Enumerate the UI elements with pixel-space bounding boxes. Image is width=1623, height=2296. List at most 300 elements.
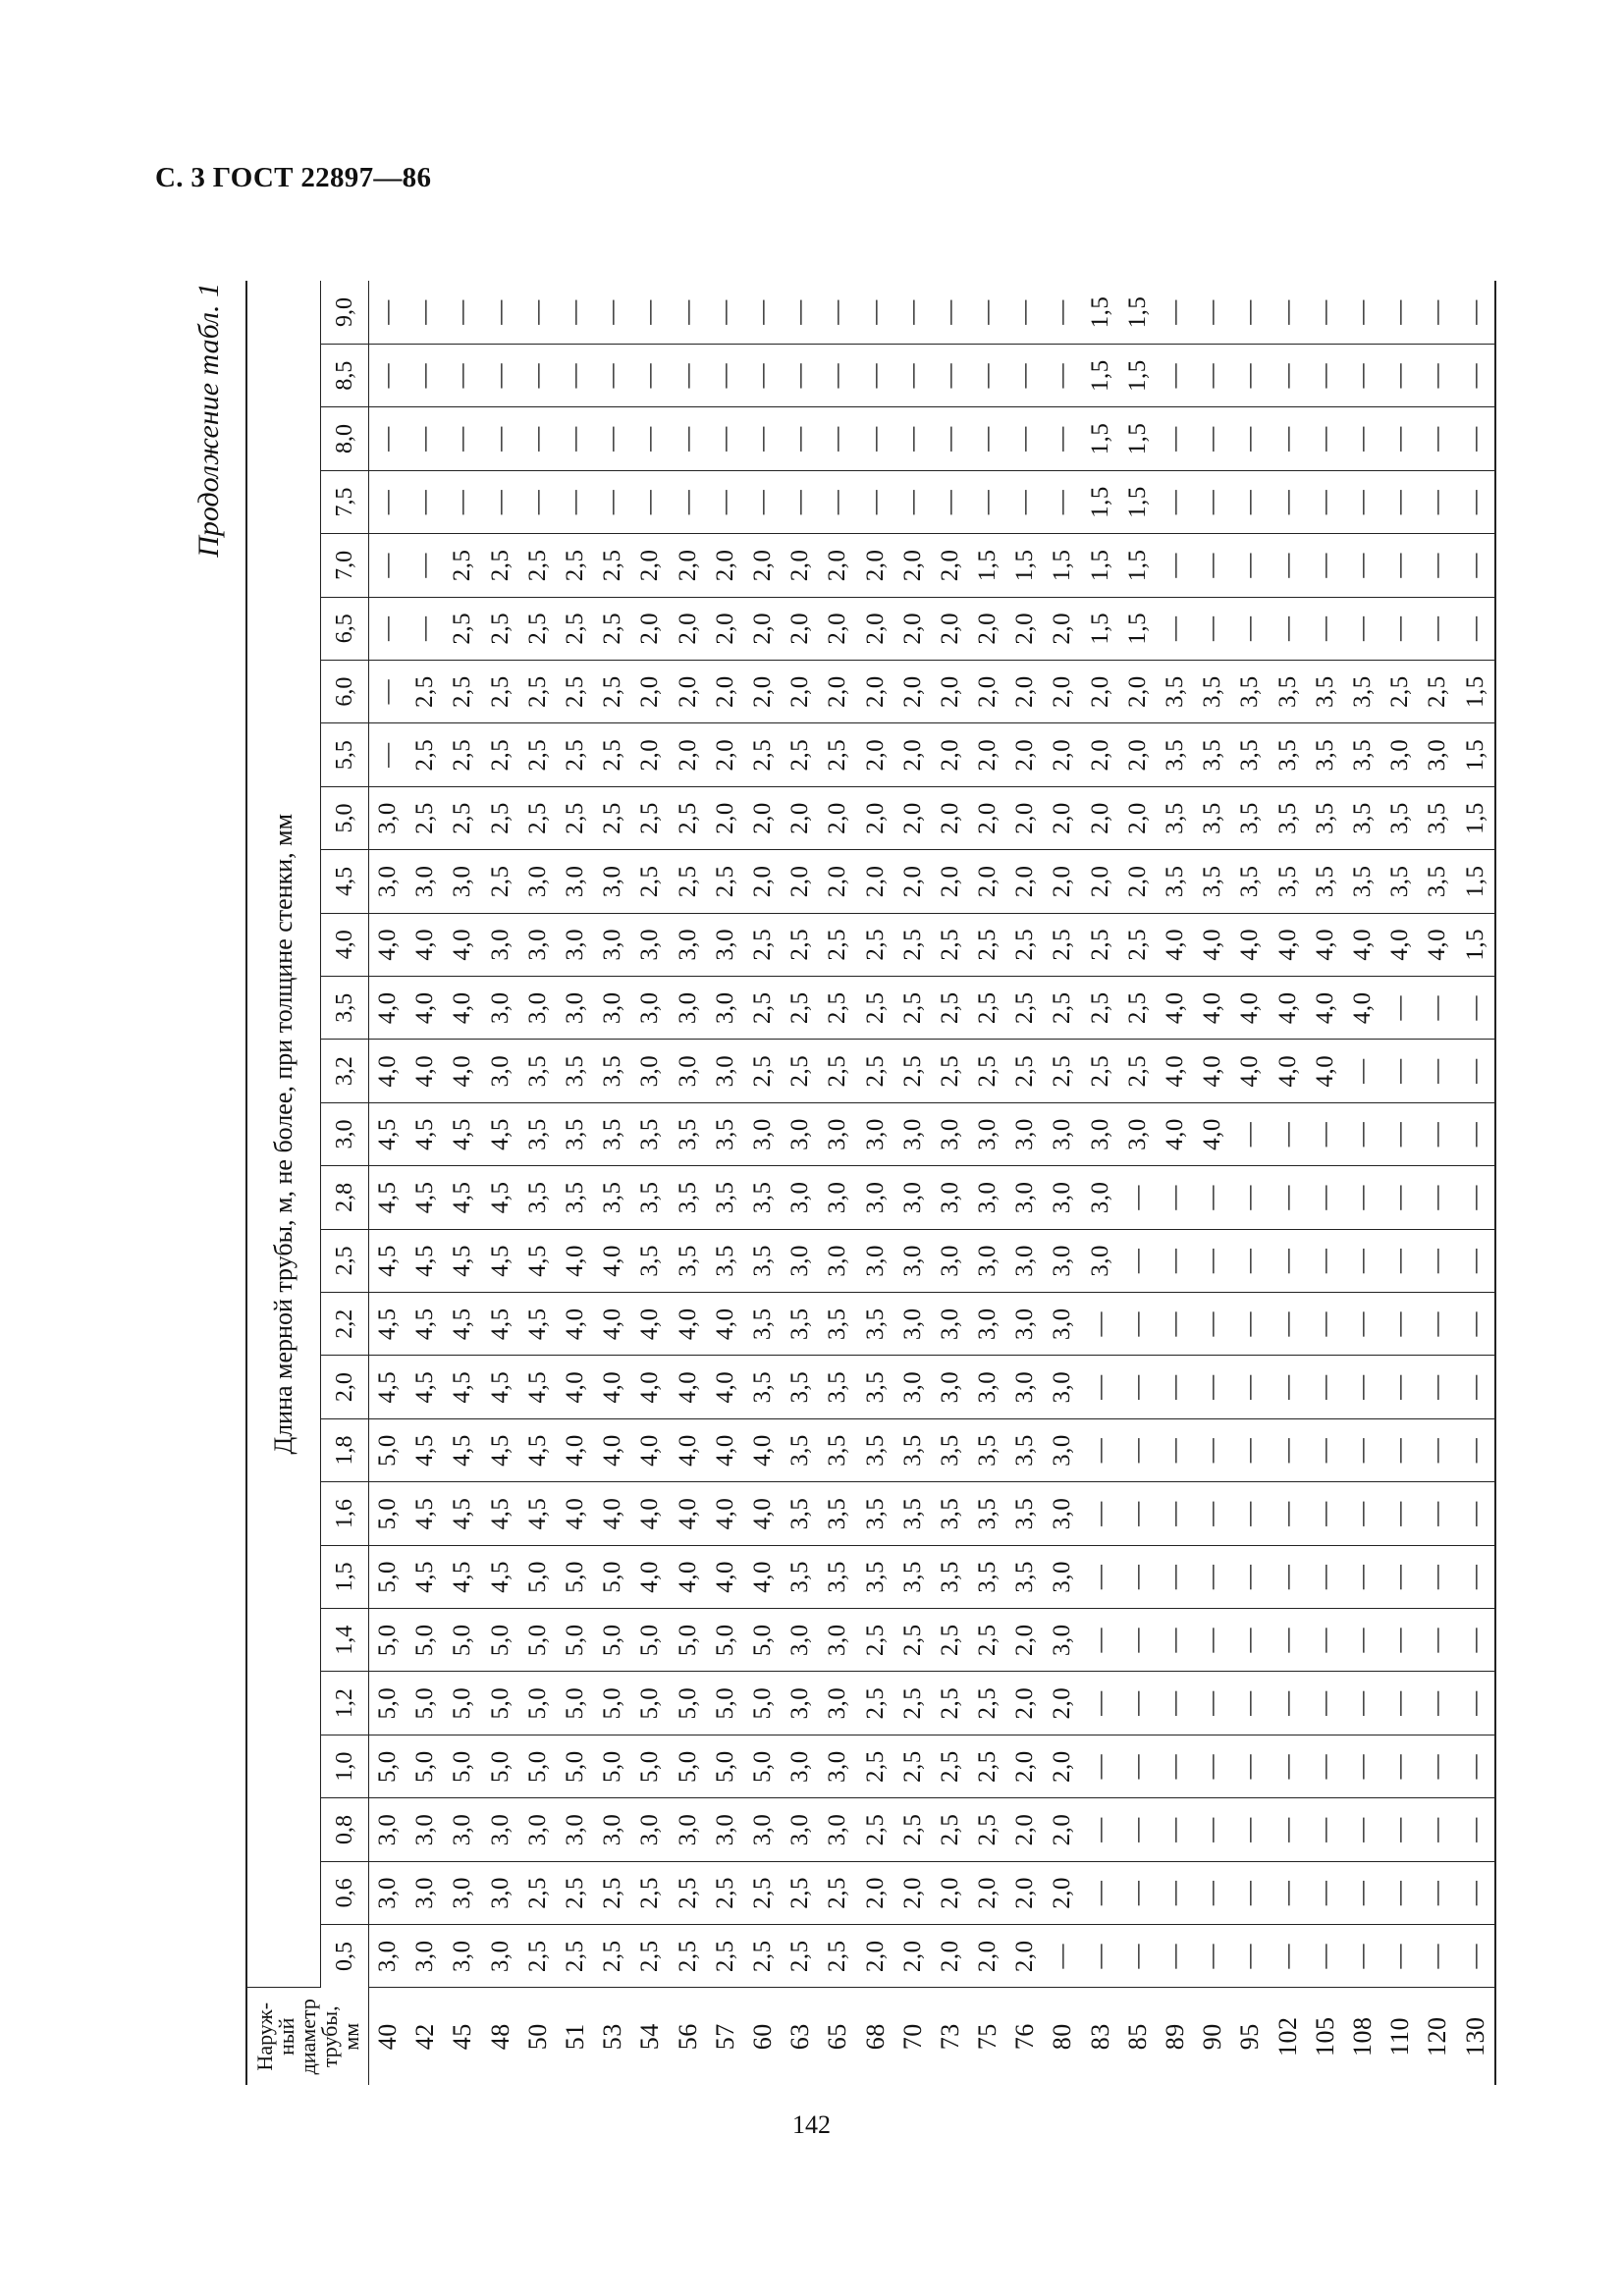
- length-cell: —: [1082, 1418, 1119, 1481]
- length-cell: —: [1307, 470, 1344, 533]
- length-cell: 5,0: [369, 1418, 407, 1481]
- length-cell: 3,5: [1344, 850, 1381, 913]
- length-cell: 2,5: [707, 1925, 744, 1988]
- length-cell: —: [1456, 1482, 1494, 1545]
- length-cell: 4,5: [482, 1293, 519, 1356]
- length-cell: 2,0: [631, 723, 669, 786]
- length-cell: —: [1044, 281, 1081, 344]
- length-cell: 3,0: [482, 1861, 519, 1924]
- length-cell: 5,0: [482, 1672, 519, 1735]
- length-cell: 5,0: [631, 1735, 669, 1797]
- length-cell: 2,5: [932, 977, 969, 1040]
- length-cell: 3,0: [707, 1798, 744, 1861]
- length-cell: —: [1307, 407, 1344, 470]
- length-cell: 2,0: [932, 786, 969, 849]
- table-row: [1344, 281, 1381, 2085]
- length-cell: —: [1194, 1482, 1231, 1545]
- length-cell: —: [1419, 344, 1456, 406]
- length-cell: 2,0: [707, 597, 744, 660]
- length-cell: —: [1419, 1356, 1456, 1418]
- length-cell: —: [894, 407, 932, 470]
- thickness-header: 8,0: [321, 407, 369, 470]
- length-cell: 4,0: [1194, 1102, 1231, 1165]
- length-cell: —: [1270, 1482, 1307, 1545]
- length-cell: 4,0: [369, 913, 407, 976]
- length-cell: 2,5: [406, 660, 444, 722]
- length-cell: 4,5: [519, 1482, 557, 1545]
- length-cell: —: [1082, 1293, 1119, 1356]
- length-cell: 2,0: [1006, 1609, 1044, 1672]
- length-cell: 3,0: [819, 1166, 856, 1229]
- length-cell: 3,0: [557, 913, 594, 976]
- length-cell: 5,0: [557, 1609, 594, 1672]
- length-cell: 5,0: [406, 1735, 444, 1797]
- length-cell: —: [1157, 1356, 1194, 1418]
- length-cell: —: [1381, 1102, 1419, 1165]
- length-cell: 2,5: [1006, 977, 1044, 1040]
- length-cell: —: [1456, 1418, 1494, 1481]
- length-cell: 4,0: [707, 1545, 744, 1608]
- length-cell: 3,5: [519, 1166, 557, 1229]
- length-cell: —: [1344, 1861, 1381, 1924]
- length-cell: 2,5: [932, 1672, 969, 1735]
- length-cell: 3,5: [744, 1166, 782, 1229]
- length-cell: 4,5: [406, 1482, 444, 1545]
- length-cell: —: [1082, 1925, 1119, 1988]
- length-cell: 3,5: [819, 1418, 856, 1481]
- length-cell: 2,0: [856, 597, 893, 660]
- thickness-header: 5,0: [321, 786, 369, 849]
- length-cell: 3,5: [856, 1356, 893, 1418]
- length-cell: —: [1381, 1356, 1419, 1418]
- length-cell: —: [1270, 1229, 1307, 1292]
- length-cell: —: [1270, 1545, 1307, 1608]
- length-cell: —: [594, 407, 631, 470]
- length-cell: 2,5: [670, 850, 707, 913]
- length-cell: 1,5: [969, 534, 1006, 597]
- length-cell: 5,0: [707, 1735, 744, 1797]
- length-cell: 5,0: [519, 1672, 557, 1735]
- length-cell: 3,0: [519, 850, 557, 913]
- length-cell: —: [1307, 1356, 1344, 1418]
- outer-diameter-cell: 76: [1010, 2023, 1040, 2051]
- length-cell: 5,0: [444, 1609, 481, 1672]
- length-cell: 3,0: [369, 1925, 407, 1988]
- length-cell: —: [1119, 1672, 1157, 1735]
- outer-diameter-cell: 73: [935, 2023, 964, 2051]
- length-cell: 3,5: [670, 1229, 707, 1292]
- length-cell: —: [557, 344, 594, 406]
- length-cell: —: [482, 281, 519, 344]
- length-cell: 2,0: [631, 597, 669, 660]
- length-cell: —: [969, 344, 1006, 406]
- thickness-header: 6,5: [321, 597, 369, 660]
- length-cell: 5,0: [519, 1609, 557, 1672]
- length-cell: 2,0: [744, 786, 782, 849]
- thickness-header: 3,0: [321, 1102, 369, 1165]
- length-cell: 1,5: [1119, 344, 1157, 406]
- length-cell: 2,5: [557, 660, 594, 722]
- table-row: [707, 281, 744, 2085]
- length-cell: 2,5: [707, 1861, 744, 1924]
- length-cell: —: [1231, 1356, 1269, 1418]
- length-cell: 2,5: [482, 534, 519, 597]
- length-cell: 2,5: [670, 786, 707, 849]
- length-cell: 3,0: [406, 1861, 444, 1924]
- length-cell: 2,5: [444, 660, 481, 722]
- length-cell: 4,5: [406, 1545, 444, 1608]
- length-cell: 2,0: [932, 1861, 969, 1924]
- length-cell: 3,0: [482, 1040, 519, 1102]
- length-cell: 2,5: [782, 1925, 819, 1988]
- length-cell: 4,5: [369, 1166, 407, 1229]
- length-cell: 2,0: [707, 723, 744, 786]
- outer-diameter-cell: 102: [1272, 2016, 1302, 2056]
- length-cell: 4,0: [444, 1040, 481, 1102]
- length-cell: 3,0: [782, 1229, 819, 1292]
- length-cell: 2,0: [1082, 660, 1119, 722]
- length-cell: —: [1044, 344, 1081, 406]
- length-cell: —: [1307, 1735, 1344, 1797]
- length-cell: 2,0: [969, 660, 1006, 722]
- length-cell: 5,0: [406, 1672, 444, 1735]
- length-cell: —: [1456, 407, 1494, 470]
- length-cell: 2,0: [894, 597, 932, 660]
- length-cell: 3,5: [519, 1102, 557, 1165]
- length-cell: —: [707, 344, 744, 406]
- outer-diameter-cell: 40: [373, 2023, 403, 2051]
- length-cell: —: [1344, 1925, 1381, 1988]
- length-cell: —: [444, 344, 481, 406]
- thickness-header: 7,0: [321, 534, 369, 597]
- length-cell: 4,0: [594, 1482, 631, 1545]
- length-cell: 3,5: [782, 1545, 819, 1608]
- length-cell: —: [1082, 1798, 1119, 1861]
- length-cell: 3,0: [1044, 1102, 1081, 1165]
- length-cell: 2,5: [1119, 1040, 1157, 1102]
- length-cell: —: [1381, 1040, 1419, 1102]
- length-cell: 2,0: [1082, 723, 1119, 786]
- length-cell: 3,5: [894, 1418, 932, 1481]
- length-cell: 4,0: [1270, 1040, 1307, 1102]
- length-cell: —: [1231, 1735, 1269, 1797]
- table-row: [1231, 281, 1269, 2085]
- length-cell: —: [1456, 281, 1494, 344]
- length-cell: 2,0: [1082, 850, 1119, 913]
- length-cell: 4,0: [631, 1482, 669, 1545]
- length-cell: —: [1419, 1925, 1456, 1988]
- length-cell: —: [894, 344, 932, 406]
- length-cell: 4,0: [594, 1418, 631, 1481]
- length-cell: 2,0: [932, 1925, 969, 1988]
- length-cell: —: [1344, 1166, 1381, 1229]
- length-cell: —: [1194, 1735, 1231, 1797]
- length-cell: —: [1231, 281, 1269, 344]
- length-cell: —: [969, 281, 1006, 344]
- length-cell: 3,5: [856, 1418, 893, 1481]
- outer-diameter-cell: 65: [823, 2023, 852, 2051]
- length-cell: 4,5: [369, 1102, 407, 1165]
- outer-diameter-cell: 45: [448, 2023, 477, 2051]
- length-cell: 3,5: [670, 1166, 707, 1229]
- length-cell: 3,5: [594, 1102, 631, 1165]
- length-cell: 2,0: [932, 534, 969, 597]
- length-cell: 2,5: [594, 660, 631, 722]
- length-cell: —: [1044, 470, 1081, 533]
- length-cell: 3,0: [444, 850, 481, 913]
- length-cell: 2,5: [406, 786, 444, 849]
- length-cell: —: [1307, 1609, 1344, 1672]
- length-cell: 3,5: [856, 1293, 893, 1356]
- length-cell: 3,0: [482, 1798, 519, 1861]
- length-cell: —: [1381, 1229, 1419, 1292]
- length-cell: —: [1270, 597, 1307, 660]
- length-cell: —: [1119, 1482, 1157, 1545]
- length-cell: 3,0: [1044, 1293, 1081, 1356]
- length-cell: —: [1082, 1735, 1119, 1797]
- length-cell: —: [1270, 1861, 1307, 1924]
- length-cell: —: [1270, 1166, 1307, 1229]
- length-cell: 2,5: [932, 913, 969, 976]
- outer-diameter-cell: 51: [561, 2023, 590, 2051]
- length-cell: 4,5: [519, 1293, 557, 1356]
- length-cell: 4,0: [631, 1293, 669, 1356]
- length-cell: 2,5: [1419, 660, 1456, 722]
- length-cell: —: [969, 470, 1006, 533]
- length-cell: 2,0: [744, 660, 782, 722]
- length-cell: 3,0: [594, 913, 631, 976]
- length-cell: 2,5: [1044, 977, 1081, 1040]
- length-cell: —: [782, 281, 819, 344]
- length-cell: 2,0: [707, 534, 744, 597]
- length-cell: —: [1194, 1229, 1231, 1292]
- length-cell: 2,5: [969, 977, 1006, 1040]
- length-cell: —: [406, 344, 444, 406]
- length-cell: 3,5: [894, 1482, 932, 1545]
- length-cell: —: [1194, 1545, 1231, 1608]
- length-cell: 2,5: [782, 977, 819, 1040]
- length-cell: —: [1231, 597, 1269, 660]
- length-cell: —: [1307, 1418, 1344, 1481]
- length-cell: 2,5: [557, 597, 594, 660]
- length-cell: 2,5: [482, 660, 519, 722]
- length-cell: —: [969, 407, 1006, 470]
- table-row: [1194, 281, 1231, 2085]
- length-cell: —: [1307, 1798, 1344, 1861]
- length-cell: 2,0: [670, 660, 707, 722]
- length-cell: —: [1194, 1798, 1231, 1861]
- length-cell: 2,0: [894, 1861, 932, 1924]
- length-cell: —: [1307, 281, 1344, 344]
- length-cell: 1,5: [1082, 534, 1119, 597]
- length-cell: —: [1307, 1166, 1344, 1229]
- length-cell: 3,0: [1419, 723, 1456, 786]
- length-cell: 2,0: [894, 1925, 932, 1988]
- length-cell: 3,0: [782, 1672, 819, 1735]
- thickness-header: 3,5: [321, 977, 369, 1040]
- length-cell: 5,0: [369, 1735, 407, 1797]
- length-cell: —: [1231, 1925, 1269, 1988]
- length-cell: —: [1231, 407, 1269, 470]
- length-cell: 4,0: [631, 1545, 669, 1608]
- length-cell: 4,0: [557, 1356, 594, 1418]
- length-cell: 5,0: [744, 1609, 782, 1672]
- length-cell: 2,5: [594, 1925, 631, 1988]
- length-cell: 3,0: [894, 1356, 932, 1418]
- length-cell: —: [1307, 597, 1344, 660]
- length-cell: 4,5: [482, 1545, 519, 1608]
- length-cell: 2,5: [969, 1040, 1006, 1102]
- thickness-header: 2,0: [321, 1356, 369, 1418]
- length-cell: 5,0: [594, 1545, 631, 1608]
- length-cell: 3,5: [894, 1545, 932, 1608]
- length-cell: 4,5: [444, 1418, 481, 1481]
- length-cell: 1,5: [1456, 913, 1494, 976]
- length-cell: 4,0: [707, 1356, 744, 1418]
- length-cell: —: [1157, 1735, 1194, 1797]
- length-cell: —: [1194, 1672, 1231, 1735]
- thickness-header: 1,5: [321, 1545, 369, 1608]
- length-cell: —: [1307, 1229, 1344, 1292]
- table-row: [782, 281, 819, 2085]
- table-row: [932, 281, 969, 2085]
- length-cell: 4,0: [1419, 913, 1456, 976]
- length-cell: 3,0: [670, 913, 707, 976]
- length-cell: —: [1231, 1861, 1269, 1924]
- length-cell: —: [1456, 1229, 1494, 1292]
- length-cell: 2,5: [557, 1925, 594, 1988]
- length-cell: —: [1194, 534, 1231, 597]
- length-cell: 1,5: [1456, 850, 1494, 913]
- table-row: [1044, 281, 1081, 2085]
- length-cell: —: [1419, 1672, 1456, 1735]
- length-cell: —: [1456, 1925, 1494, 1988]
- length-cell: 3,0: [444, 1798, 481, 1861]
- length-cell: —: [1006, 470, 1044, 533]
- thickness-header: 8,5: [321, 344, 369, 406]
- length-cell: —: [894, 281, 932, 344]
- length-cell: 2,5: [819, 1040, 856, 1102]
- length-cell: 4,0: [406, 977, 444, 1040]
- length-cell: —: [519, 281, 557, 344]
- length-cell: —: [1157, 534, 1194, 597]
- length-cell: 4,0: [1381, 913, 1419, 976]
- length-cell: 5,0: [369, 1672, 407, 1735]
- length-cell: —: [1307, 1482, 1344, 1545]
- length-cell: —: [369, 534, 407, 597]
- length-cell: —: [1456, 1798, 1494, 1861]
- outer-diameter-cell: 95: [1235, 2023, 1265, 2051]
- length-cell: 2,5: [894, 1672, 932, 1735]
- length-cell: —: [1307, 1545, 1344, 1608]
- length-cell: 2,0: [631, 534, 669, 597]
- length-cell: —: [369, 344, 407, 406]
- length-cell: —: [1344, 407, 1381, 470]
- thickness-header: 4,5: [321, 850, 369, 913]
- length-cell: 4,0: [707, 1293, 744, 1356]
- length-cell: —: [1231, 1482, 1269, 1545]
- length-cell: 2,0: [1006, 1672, 1044, 1735]
- corner-header-line: Наруж-: [251, 2002, 277, 2071]
- length-cell: 2,5: [744, 1040, 782, 1102]
- length-cell: 4,0: [707, 1418, 744, 1481]
- length-cell: 5,0: [519, 1545, 557, 1608]
- length-cell: 3,0: [969, 1229, 1006, 1292]
- length-cell: 3,0: [819, 1735, 856, 1797]
- length-cell: —: [1456, 470, 1494, 533]
- length-cell: 5,0: [369, 1545, 407, 1608]
- length-cell: 3,0: [894, 1293, 932, 1356]
- length-cell: 2,5: [1044, 1040, 1081, 1102]
- pipe-length-table: [245, 281, 1496, 2085]
- length-cell: 4,5: [482, 1166, 519, 1229]
- outer-diameter-cell: 105: [1310, 2016, 1339, 2056]
- length-cell: 2,0: [856, 723, 893, 786]
- length-cell: 3,0: [1044, 1356, 1081, 1418]
- length-cell: 2,5: [1082, 977, 1119, 1040]
- length-cell: —: [1082, 1609, 1119, 1672]
- length-cell: 2,5: [482, 597, 519, 660]
- length-cell: 2,5: [707, 850, 744, 913]
- length-cell: 2,5: [444, 723, 481, 786]
- outer-diameter-cell: 50: [522, 2023, 552, 2051]
- length-cell: —: [1307, 1925, 1344, 1988]
- table-row: [856, 281, 893, 2085]
- length-cell: 3,5: [1194, 723, 1231, 786]
- length-cell: 2,5: [594, 1861, 631, 1924]
- length-cell: —: [1381, 534, 1419, 597]
- length-cell: 2,0: [932, 723, 969, 786]
- length-cell: 1,5: [1119, 281, 1157, 344]
- length-cell: 5,0: [482, 1609, 519, 1672]
- length-cell: 3,0: [969, 1356, 1006, 1418]
- length-cell: 3,5: [1419, 850, 1456, 913]
- table-row: [1006, 281, 1044, 2085]
- length-cell: 4,5: [482, 1229, 519, 1292]
- length-cell: 4,0: [1157, 1102, 1194, 1165]
- length-cell: 3,5: [932, 1482, 969, 1545]
- length-cell: 4,0: [594, 1293, 631, 1356]
- length-cell: 3,0: [1006, 1102, 1044, 1165]
- length-cell: 4,0: [1307, 913, 1344, 976]
- length-cell: —: [1456, 1166, 1494, 1229]
- length-cell: 3,5: [1344, 660, 1381, 722]
- length-cell: 3,5: [969, 1418, 1006, 1481]
- outer-diameter-cell: 56: [673, 2023, 702, 2051]
- length-cell: 3,0: [932, 1229, 969, 1292]
- table-row: [969, 281, 1006, 2085]
- length-cell: —: [1344, 344, 1381, 406]
- length-cell: 2,0: [856, 1861, 893, 1924]
- length-cell: —: [1344, 1545, 1381, 1608]
- length-cell: 4,0: [670, 1482, 707, 1545]
- length-cell: 3,5: [631, 1166, 669, 1229]
- length-cell: 4,0: [707, 1482, 744, 1545]
- length-cell: —: [519, 407, 557, 470]
- length-cell: 3,5: [969, 1482, 1006, 1545]
- length-cell: 3,0: [1044, 1545, 1081, 1608]
- length-cell: 2,5: [1006, 1040, 1044, 1102]
- length-cell: —: [369, 660, 407, 722]
- length-cell: 2,0: [819, 660, 856, 722]
- length-cell: —: [1231, 1798, 1269, 1861]
- length-cell: 3,0: [482, 1925, 519, 1988]
- length-cell: —: [1307, 1672, 1344, 1735]
- length-cell: —: [1381, 1925, 1419, 1988]
- length-cell: 3,5: [1307, 723, 1344, 786]
- length-cell: —: [819, 407, 856, 470]
- length-cell: —: [1419, 1229, 1456, 1292]
